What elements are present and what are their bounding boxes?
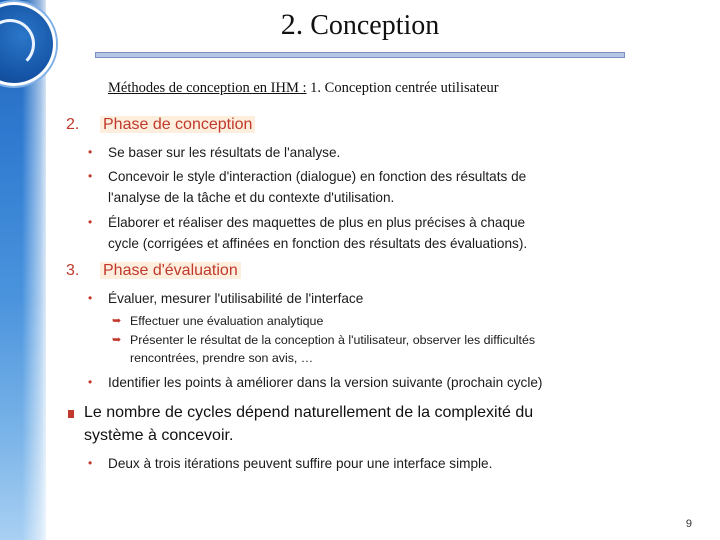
- bullet-icon: •: [88, 169, 93, 183]
- page-number: 9: [685, 518, 692, 530]
- list-item-text: Concevoir le style d'interaction (dialogue) en fonction des résultats de: [108, 169, 527, 184]
- list-item-text: Élaborer et réaliser des maquettes de plus en plus précises à chaque: [108, 215, 526, 230]
- slide-title: [0, 8, 720, 42]
- sub-list-item-text: Effectuer une évaluation analytique: [130, 314, 324, 328]
- title-number: 2.: [280, 8, 304, 41]
- section-number: 2.: [66, 116, 80, 133]
- arrow-bullet-icon: ➥: [112, 315, 122, 327]
- arrow-bullet-icon: ➥: [112, 334, 122, 346]
- main-point-text: système à concevoir.: [84, 427, 234, 444]
- subtitle-method: Méthodes de conception en IHM :: [108, 80, 307, 96]
- list-item-text: Identifier les points à améliorer dans la version suivante (prochain cycle): [108, 375, 543, 390]
- subtitle-topic: 1. Conception centrée utilisateur: [310, 80, 499, 96]
- main-point-text: Le nombre de cycles dépend naturellement de la complexité du: [84, 404, 534, 421]
- sub-list-item-text: Présenter le résultat de la conception à l'utilisateur, observer les difficultés: [130, 333, 536, 347]
- list-item-text: Évaluer, mesurer l'utilisabilité de l'interface: [108, 291, 364, 306]
- square-bullet-icon: [68, 410, 74, 418]
- title-underline-bar: [95, 52, 625, 58]
- bullet-icon: •: [88, 375, 93, 389]
- list-item-text: l'analyse de la tâche et du contexte d'utilisation.: [108, 190, 395, 205]
- bullet-icon: •: [88, 145, 93, 159]
- section-heading-evaluation: [66, 262, 241, 280]
- section-heading-conception: [66, 116, 255, 134]
- list-item-text: Deux à trois itérations peuvent suffire pour une interface simple.: [108, 456, 493, 471]
- sub-list-item-text: rencontrées, prendre son avis, …: [130, 351, 314, 365]
- section-number: 3.: [66, 262, 80, 279]
- section-title: Phase de conception: [100, 116, 255, 133]
- title-text: Conception: [310, 10, 440, 41]
- bullet-icon: •: [88, 215, 93, 229]
- bullet-icon: •: [88, 291, 93, 305]
- list-item-text: Se baser sur les résultats de l'analyse.: [108, 145, 341, 160]
- list-item-text: cycle (corrigées et affinées en fonction des résultats des évaluations).: [108, 236, 528, 251]
- bullet-icon: •: [88, 456, 93, 470]
- section-title: Phase d'évaluation: [100, 262, 241, 279]
- slide-subtitle: [108, 80, 499, 97]
